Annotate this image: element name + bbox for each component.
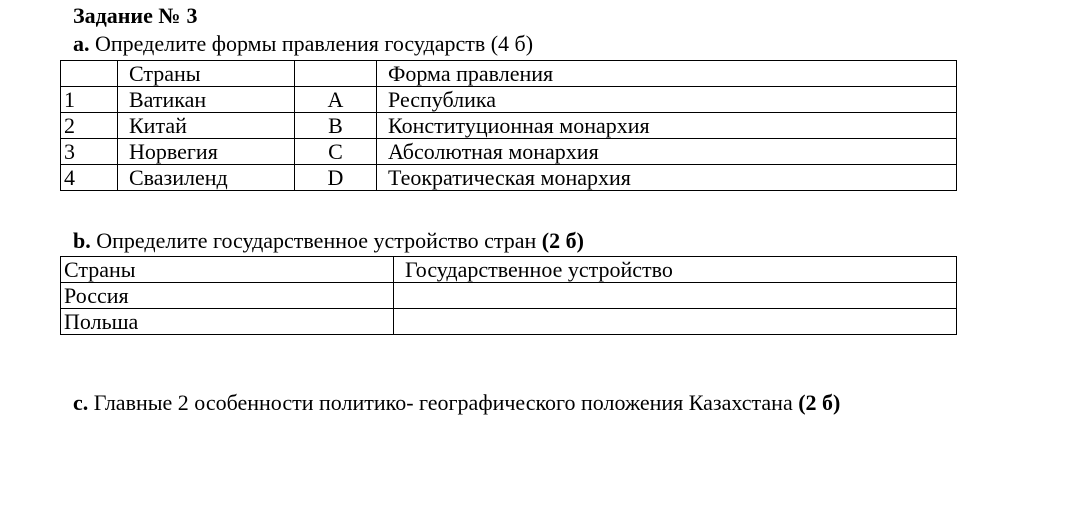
letter-cell: A (295, 87, 377, 113)
country-cell: Свазиленд (118, 165, 295, 191)
table-row (61, 113, 957, 139)
task-number: 3 (186, 3, 198, 28)
row-num-cell: 2 (61, 113, 118, 139)
part-c-letter: c. (73, 390, 89, 415)
country-cell: Россия (61, 283, 394, 309)
letter-cell: D (295, 165, 377, 191)
header-form-cell: Форма правления (377, 61, 957, 87)
part-c-text: Главные 2 особенности политико- географического положения Казахстана (88, 390, 799, 415)
table-row (61, 87, 957, 113)
header-countries-cell: Страны (61, 257, 394, 283)
part-c-instruction (73, 390, 840, 416)
country-cell: Китай (118, 113, 295, 139)
header-letter-cell (295, 61, 377, 87)
structure-answer-cell[interactable] (394, 283, 957, 309)
form-cell: Конституционная монархия (377, 113, 957, 139)
task-title-label: Задание № (73, 3, 181, 28)
part-a-text: Определите формы правления государств (4 б) (89, 31, 534, 56)
header-num-cell (61, 61, 118, 87)
part-b-instruction (73, 228, 584, 254)
table-row (61, 139, 957, 165)
part-c-points: (2 б) (798, 390, 841, 415)
table-header-row (61, 257, 957, 283)
part-b-text: Определите государственное устройство стран (90, 228, 542, 253)
table-row (61, 165, 957, 191)
header-countries-cell: Страны (118, 61, 295, 87)
form-cell: Теократическая монархия (377, 165, 957, 191)
table-header-row (61, 61, 957, 87)
part-a-instruction (73, 31, 533, 57)
country-cell: Ватикан (118, 87, 295, 113)
part-a-letter: a. (73, 31, 90, 56)
table-row (61, 309, 957, 335)
form-cell: Абсолютная монархия (377, 139, 957, 165)
form-cell: Республика (377, 87, 957, 113)
header-structure-cell: Государственное устройство (394, 257, 957, 283)
country-cell: Польша (61, 309, 394, 335)
row-num-cell: 1 (61, 87, 118, 113)
structure-answer-cell[interactable] (394, 309, 957, 335)
part-b-points: (2 б) (541, 228, 584, 253)
table-row (61, 283, 957, 309)
state-structure-table (60, 256, 957, 335)
government-forms-table (60, 60, 957, 191)
row-num-cell: 4 (61, 165, 118, 191)
country-cell: Норвегия (118, 139, 295, 165)
letter-cell: B (295, 113, 377, 139)
part-b-letter: b. (73, 228, 91, 253)
task-title (73, 3, 197, 29)
letter-cell: C (295, 139, 377, 165)
row-num-cell: 3 (61, 139, 118, 165)
